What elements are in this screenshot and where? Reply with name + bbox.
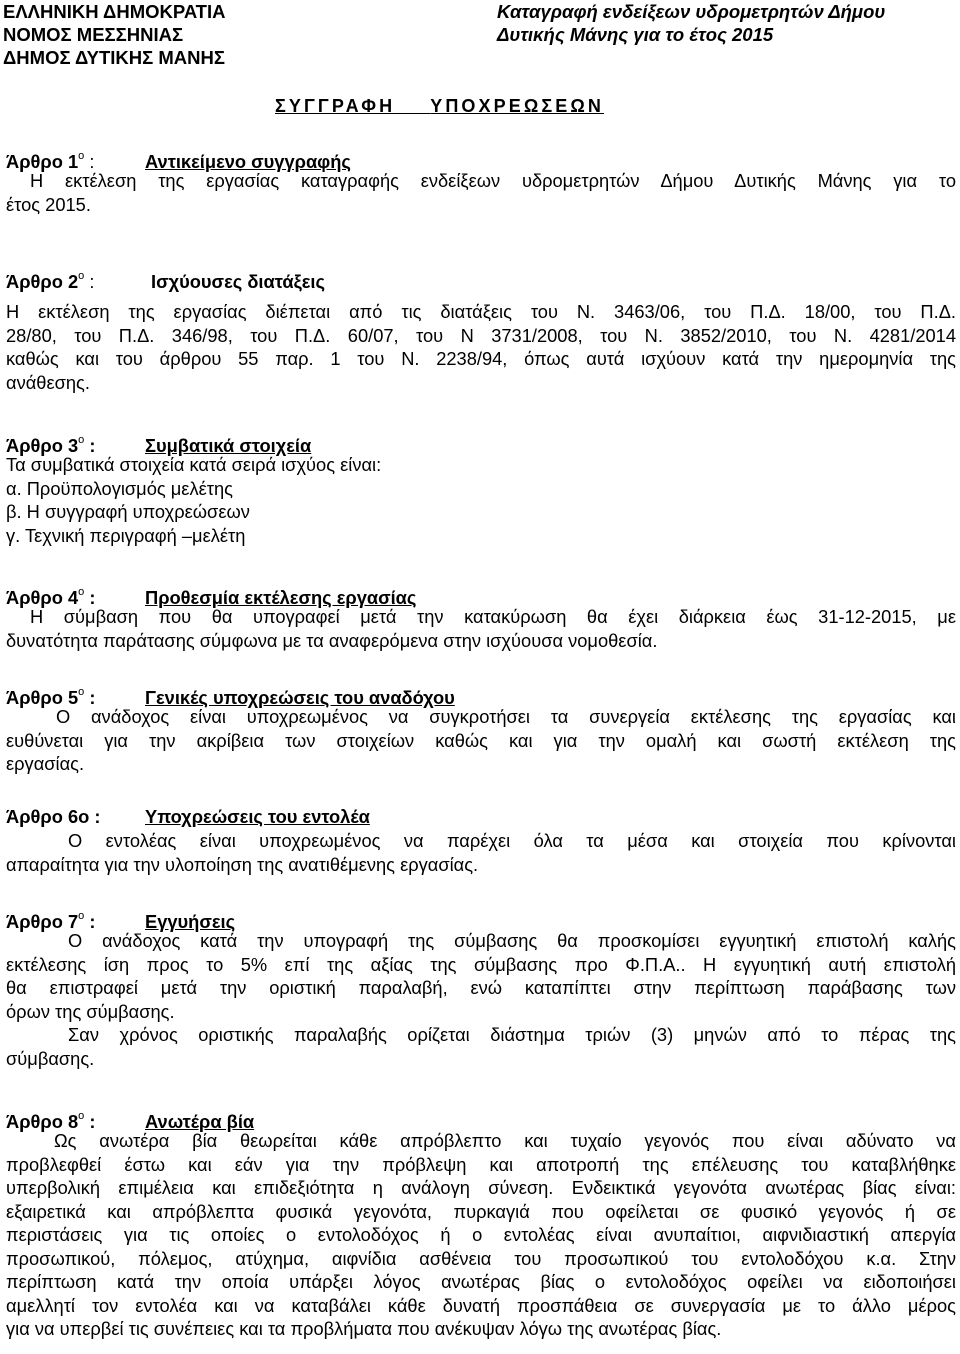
article-7-line: θα επιστραφεί μετά την οριστική παραλαβή, ενώ καταπίπτει στην περίπτωση παράβασης των [6, 977, 956, 998]
article-5-line: ευθύνεται για την ακρίβεια των στοιχείων καθώς και για την ομαλή και σωστή εκτέλεση της [6, 729, 956, 751]
article-8-line: εξαιρετικά και απρόβλεπτα φυσικά γεγονότα, πυρκαγιά που οφείλεται σε φυσικό γεγονός ή σε [6, 1200, 956, 1222]
article-1-line: Η εκτέλεση της εργασίας καταγραφής ενδείξεων υδρομετρητών Δήμου Δυτικής Μάνης για το [30, 170, 956, 191]
article-2-label: Άρθρο $2^o$ : [6, 270, 95, 292]
article-8-line: προβλεφθεί έστω και εάν για την πρόβλεψη και αποτροπή της επέλευσης του καταβλήθηκε [6, 1153, 956, 1175]
article-3-label: Άρθρο $3^o$ : [6, 434, 96, 456]
article-3-line: Τα συμβατικά στοιχεία κατά σειρά ισχύος είναι: [6, 454, 382, 475]
article-3-line: γ. Τεχνική περιγραφή –μελέτη [6, 524, 246, 546]
article-2-line: ανάθεσης. [6, 371, 90, 393]
article-4 [6, 580, 956, 652]
article-5-line: Ο ανάδοχος είναι υποχρεωμένος να συγκροτήσει τα συνεργεία εκτέλεσης της εργασίας και [56, 706, 956, 727]
article-8-line: Ως ανωτέρα βία θεωρείται κάθε απρόβλεπτο και τυχαίο γεγονός που είναι αδύνατο να [54, 1130, 956, 1151]
article-2-title: Ισχύουσες διατάξεις [151, 271, 326, 292]
article-1-label: Άρθρο $1^o$ : [6, 150, 95, 172]
article-2-line: 28/80, του Π.Δ. 346/98, του Π.Δ. 60/07, του Ν 3731/2008, του Ν. 3852/2010, του Ν. 4281/2014 [6, 324, 956, 346]
article-2 [6, 264, 956, 394]
project-title-line-2: Δυτικής Μάνης για το έτος 2015 [497, 24, 774, 45]
article-1-line: έτος 2015. [6, 193, 91, 215]
article-3-line: α. Προϋπολογισμός μελέτης [6, 477, 233, 499]
article-8 [6, 1104, 956, 1341]
project-title-line-1: Καταγραφή ενδείξεων υδρομετρητών Δήμου [497, 1, 886, 22]
article-7-line: εκτέλεσης ίση προς το 5% επί της αξίας της σύμβασης προ Φ.Π.Α.. Η εγγυητική αυτή επιστολή [6, 953, 956, 975]
article-2-line: καθώς και του άρθρου 55 παρ. 1 του Ν. 2238/94, όπως αυτά ισχύουν κατά την ημερομηνία της [6, 348, 956, 369]
article-8-line: περιστάσεις για τις οποίες ο εντολοδόχος ή ο εντολέας είναι ανυπαίτιοι, αιφνιδιαστική απεργία [6, 1224, 956, 1245]
article-1-title: Αντικείμενο συγγραφής [145, 151, 351, 172]
article-8-line: περίπτωση κατά την οποία υπάρξει λόγος ανωτέρας βίας ο εντολοδόχος οφείλει να ειδοποιήσει [6, 1271, 956, 1292]
article-4-label: Άρθρο $4^o$ : [6, 586, 96, 608]
article-8-line: προσωπικού, πόλεμος, ατύχημα, αιφνίδια ασθένεια του προσωπικού του εντολοδόχου κ.α. Στην [6, 1247, 956, 1269]
article-4-line: Η σύμβαση που θα υπογραφεί μετά την κατακύρωση θα έχει διάρκεια έως 31-12-2015, με [30, 606, 956, 627]
article-8-label: Άρθρο $8^o$ : [6, 1110, 96, 1132]
article-1 [6, 144, 956, 216]
article-6-line: Ο εντολέας είναι υποχρεωμένος να παρέχει όλα τα μέσα και στοιχεία που κρίνονται [68, 830, 956, 851]
article-5-line: εργασίας. [6, 753, 85, 774]
section-title-part-2: ΥΠΟΧΡΕΩΣΕΩΝ [430, 96, 605, 116]
article-5 [6, 680, 956, 776]
section-title-underline-gap [395, 113, 430, 114]
article-7-label: Άρθρο $7^o$ : [6, 910, 96, 932]
article-7-line: όρων της σύμβασης. [6, 1000, 175, 1022]
article-5-label: Άρθρο $5^o$ : [6, 686, 96, 708]
article-8-line: αμελλητί τον εντολέα και να καταβάλει κάθε δυνατή προσπάθεια σε συνεργασία με το άλλο μέρος [6, 1294, 956, 1316]
header-country: ΕΛΛΗΝΙΚΗ ΔΗΜΟΚΡΑΤΙΑ [3, 1, 226, 22]
article-8-line: υπερβολική επιμέλεια και επιδεξιότητα η ανάλογη σύνεση. Ενδεικτικά γεγονότα ανωτέρας βίας είναι: [6, 1177, 956, 1198]
issuer-header [3, 0, 225, 69]
article-6 [6, 804, 956, 876]
article-7-line: σύμβασης. [6, 1047, 95, 1069]
article-8-title: Ανωτέρα βία [145, 1111, 255, 1132]
article-6-line: απαραίτητα για την υλοποίηση της ανατιθέμενης εργασίας. [6, 853, 479, 875]
article-4-title: Προθεσμία εκτέλεσης εργασίας [145, 587, 417, 608]
article-7-line: Σαν χρόνος οριστικής παραλαβής ορίζεται διάστημα τριών (3) μηνών από το πέρας της [68, 1024, 956, 1045]
header-municipality: ΔΗΜΟΣ ΔΥΤΙΚΗΣ ΜΑΝΗΣ [3, 47, 225, 68]
article-7-title: Εγγυήσεις [145, 911, 236, 932]
article-3-line: β. Η συγγραφή υποχρεώσεων [6, 501, 250, 522]
header-prefecture: ΝΟΜΟΣ ΜΕΣΣΗΝΙΑΣ [3, 24, 184, 45]
article-5-title: Γενικές υποχρεώσεις του αναδόχου [145, 687, 455, 708]
article-6-label: Άρθρο 6ο : [6, 806, 101, 827]
article-2-line: Η εκτέλεση της εργασίας διέπεται από τις διατάξεις του Ν. 3463/06, του Π.Δ. 18/00, του Π.Δ. [6, 301, 956, 322]
project-header [497, 0, 885, 46]
article-8-line: για να υπερβεί τις συνέπειες και τα προβλήματα που ανέκυψαν λόγω της ανωτέρας βίας. [6, 1318, 722, 1339]
article-4-line: δυνατότητα παράτασης σύμφωνα με τα αναφερόμενα στην ισχύουσα νομοθεσία. [6, 629, 658, 651]
article-7-line: Ο ανάδοχος κατά την υπογραφή της σύμβασης θα προσκομίσει εγγυητική επιστολή καλής [68, 930, 956, 951]
section-title [275, 96, 604, 117]
article-3-title: Συμβατικά στοιχεία [145, 435, 312, 456]
article-3 [6, 428, 956, 547]
article-7 [6, 904, 956, 1070]
section-title-part-1: ΣΥΓΓΡΑΦΗ [275, 96, 396, 116]
article-6-title: Υποχρεώσεις του εντολέα [145, 806, 370, 827]
